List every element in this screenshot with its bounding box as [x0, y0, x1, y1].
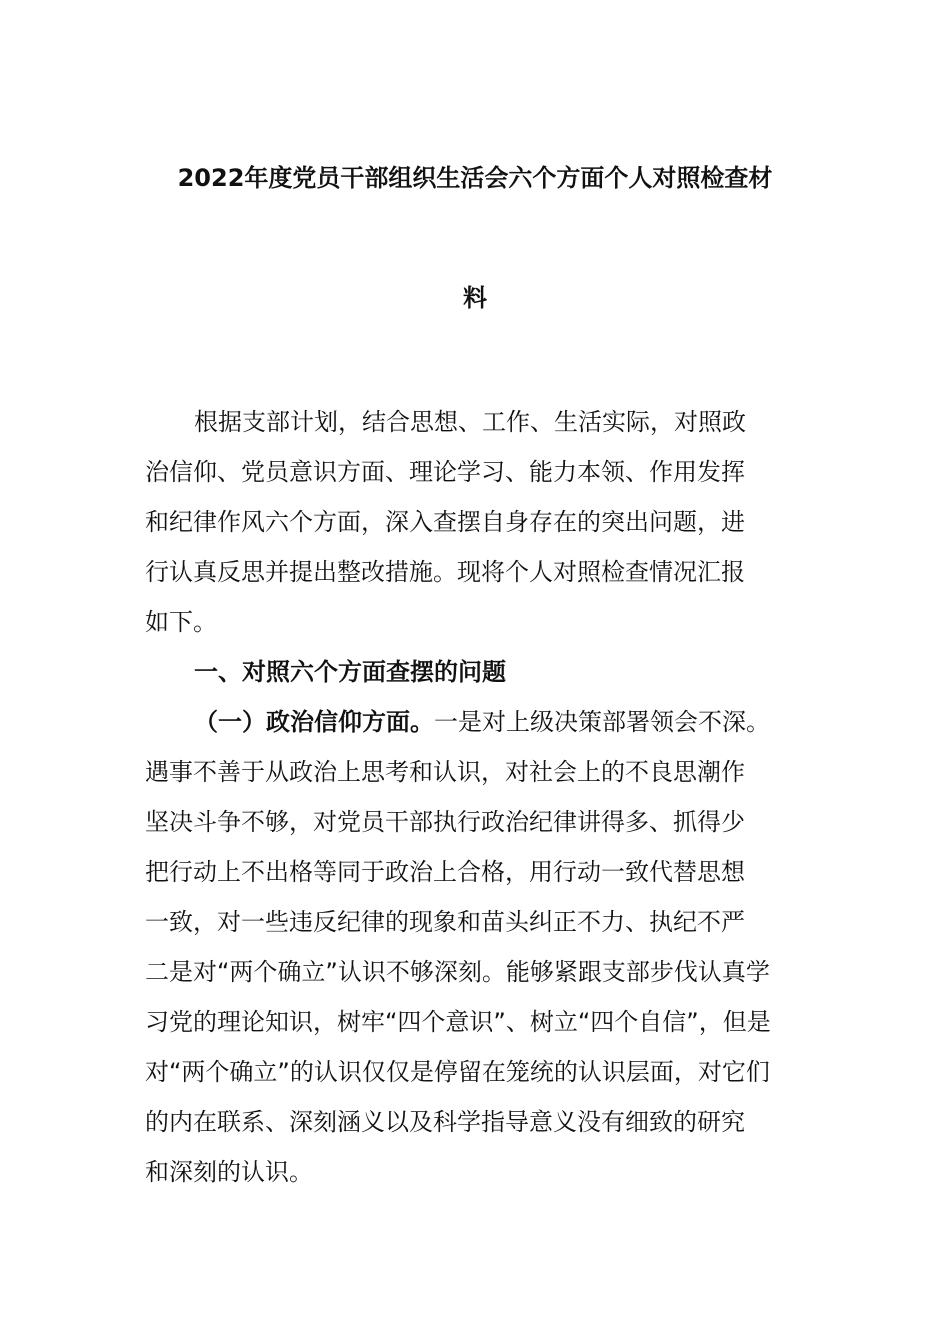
- intro-line-1: 根据支部计划，结合思想、工作、生活实际，对照政: [194, 408, 746, 436]
- body-line-2: 坚决斗争不够，对党员干部执行政治纪律讲得多、抓得少: [145, 808, 745, 836]
- intro-line-2: 治信仰、党员意识方面、理论学习、能力本领、作用发挥: [145, 458, 745, 486]
- intro-line-3: 和纪律作风六个方面，深入查摆自身存在的突出问题，进: [145, 508, 745, 536]
- intro-line-4: 行认真反思并提出整改措施。现将个人对照检查情况汇报: [145, 558, 745, 586]
- body-line-4: 一致，对一些违反纪律的现象和苗头纠正不力、执纪不严: [145, 908, 745, 936]
- body-line-8: 的内在联系、深刻涵义以及科学指导意义没有细致的研究: [145, 1108, 745, 1136]
- body-line-6: 习党的理论知识，树牢“四个意识”、树立“四个自信”，但是: [145, 1008, 771, 1036]
- body-line-1: 遇事不善于从政治上思考和认识，对社会上的不良思潮作: [145, 758, 745, 786]
- document-title-line-1: 2022年度党员干部组织生活会六个方面个人对照检查材: [177, 164, 773, 192]
- body-line-9: 和深刻的认识。: [145, 1158, 313, 1186]
- subsection-label: （一）政治信仰方面。: [194, 708, 434, 736]
- body-line-3: 把行动上不出格等同于政治上合格，用行动一致代替思想: [145, 858, 745, 886]
- section-heading: 一、对照六个方面查摆的问题: [194, 658, 506, 686]
- intro-line-5: 如下。: [145, 608, 217, 636]
- body-line-7: 对“两个确立”的认识仅仅是停留在笼统的认识层面，对它们: [145, 1058, 770, 1086]
- subsection-first-line: [194, 706, 770, 738]
- body-line-5: 二是对“两个确立”认识不够深刻。能够紧跟支部步伐认真学: [145, 958, 770, 986]
- document-title-line-2: 料: [463, 284, 487, 312]
- subsection-first-line-text: 一是对上级决策部署领会不深。: [434, 708, 770, 736]
